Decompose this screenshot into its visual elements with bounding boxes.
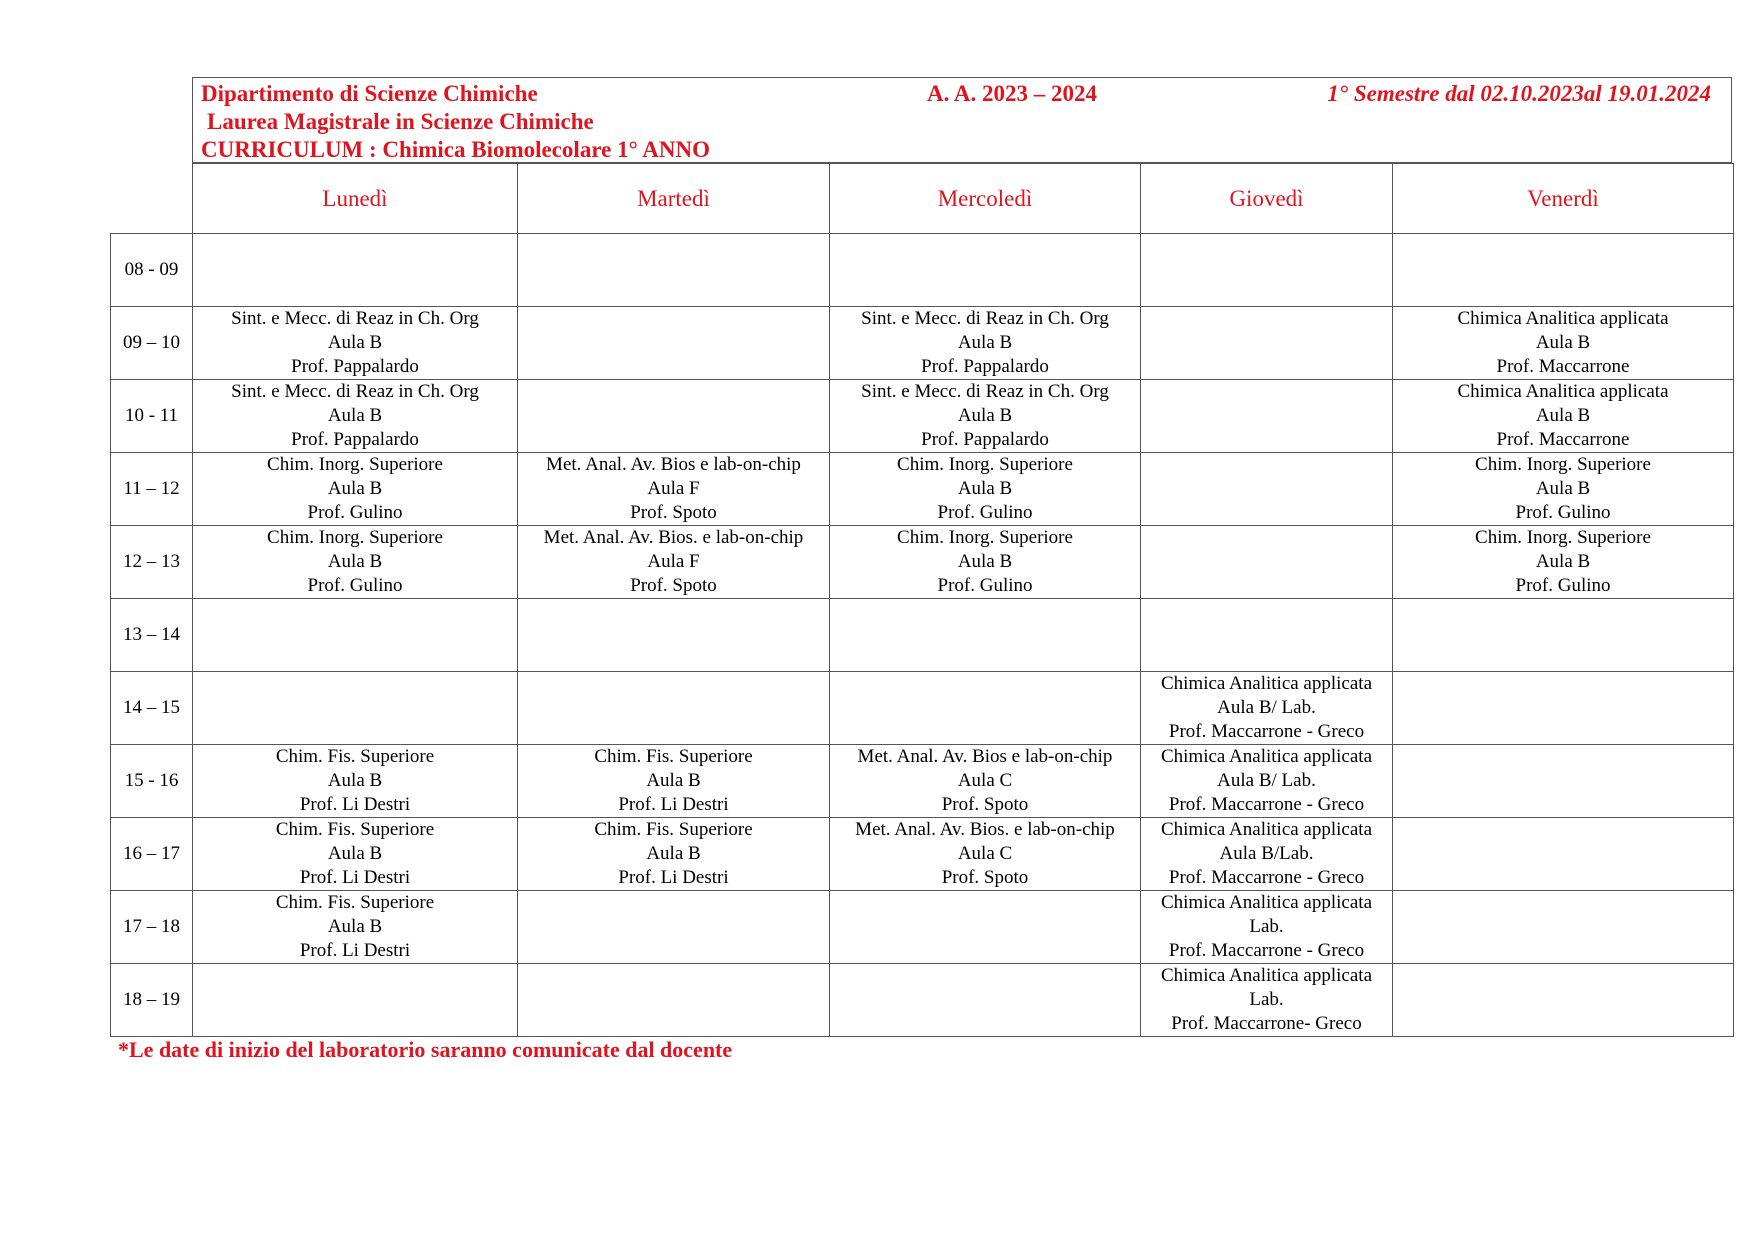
professor: Prof. Gulino (937, 575, 1033, 596)
course-name: Met. Anal. Av. Bios. e lab-on-chip (855, 819, 1115, 840)
schedule-cell-wednesday (830, 745, 1141, 818)
schedule-cell-friday (1393, 745, 1734, 818)
course-name: Chim. Fis. Superiore (594, 746, 753, 767)
room: Aula B (327, 916, 383, 937)
room: Aula C (957, 843, 1013, 864)
schedule-cell-monday (193, 234, 518, 307)
professor: Prof. Li Destri (618, 867, 729, 888)
room: Aula B (957, 551, 1013, 572)
schedule-cell-tuesday (518, 672, 830, 745)
time-slot-label: 15 - 16 (111, 745, 193, 818)
course-name: Chimica Analitica applicata (1457, 308, 1669, 329)
schedule-cell-friday (1393, 964, 1734, 1037)
schedule-cell-friday (1393, 891, 1734, 964)
schedule-cell-tuesday (518, 380, 830, 453)
schedule-cell-tuesday (518, 745, 830, 818)
room: Aula B (1535, 405, 1591, 426)
professor: Prof. Gulino (1515, 575, 1611, 596)
professor: Prof. Gulino (307, 502, 403, 523)
schedule-cell-tuesday (518, 234, 830, 307)
course-name: Chimica Analitica applicata (1160, 819, 1373, 840)
schedule-cell-monday (193, 745, 518, 818)
professor: Prof. Maccarrone - Greco (1168, 721, 1365, 742)
schedule-cell-monday (193, 307, 518, 380)
professor: Prof. Maccarrone (1496, 429, 1630, 450)
schedule-cell-thursday (1141, 818, 1393, 891)
room: Aula B (327, 332, 383, 353)
course-name: Chim. Inorg. Superiore (1475, 454, 1651, 475)
room: Aula B (327, 551, 383, 572)
table-row (111, 453, 1734, 526)
professor: Prof. Spoto (941, 794, 1029, 815)
schedule-cell-tuesday (518, 891, 830, 964)
schedule-cell-thursday (1141, 964, 1393, 1037)
course-name: Chim. Fis. Superiore (275, 819, 435, 840)
schedule-cell-wednesday (830, 964, 1141, 1037)
professor: Prof. Li Destri (299, 867, 411, 888)
schedule-cell-monday (193, 672, 518, 745)
day-monday: Lunedì (193, 164, 518, 234)
schedule-cell-tuesday (518, 526, 830, 599)
schedule-cell-tuesday (518, 964, 830, 1037)
course-name: Chimica Analitica applicata (1160, 673, 1373, 694)
schedule-cell-thursday (1141, 526, 1393, 599)
room: Aula B (957, 332, 1013, 353)
course-name: Chimica Analitica applicata (1457, 381, 1669, 402)
room: Aula B (957, 478, 1013, 499)
room: Aula B (1535, 332, 1591, 353)
department-title: Dipartimento di Scienze Chimiche (201, 81, 538, 106)
room: Aula B/ Lab. (1217, 697, 1316, 718)
room: Aula B (327, 770, 383, 791)
schedule-cell-tuesday (518, 818, 830, 891)
schedule-cell-monday (193, 818, 518, 891)
schedule-cell-tuesday (518, 453, 830, 526)
professor: Prof. Maccarrone - Greco (1168, 940, 1365, 961)
table-row (111, 599, 1734, 672)
professor: Prof. Pappalardo (921, 356, 1049, 377)
schedule-cell-wednesday (830, 526, 1141, 599)
course-name: Sint. e Mecc. di Reaz in Ch. Org (231, 381, 479, 402)
schedule-cell-thursday (1141, 234, 1393, 307)
day-wednesday: Mercoledì (830, 164, 1141, 234)
course-name: Chim. Inorg. Superiore (897, 527, 1073, 548)
professor: Prof. Gulino (1515, 502, 1611, 523)
schedule-cell-monday (193, 891, 518, 964)
course-name: Chim. Fis. Superiore (275, 746, 435, 767)
room: Aula B (646, 770, 701, 791)
professor: Prof. Li Destri (299, 794, 411, 815)
schedule-cell-friday (1393, 380, 1734, 453)
time-slot-label: 12 – 13 (111, 526, 193, 599)
lab-footnote: *Le date di inizio del laboratorio saranno comunicate dal docente (118, 1037, 733, 1062)
degree-title: Laurea Magistrale in Scienze Chimiche (207, 109, 594, 134)
room: Lab. (1249, 989, 1284, 1010)
time-slot-label: 08 - 09 (111, 234, 193, 307)
course-name: Chimica Analitica applicata (1160, 746, 1373, 767)
schedule-header (192, 77, 1732, 163)
schedule-cell-thursday (1141, 307, 1393, 380)
corner-cell (111, 164, 193, 234)
room: Aula B (1535, 551, 1591, 572)
professor: Prof. Maccarrone - Greco (1168, 867, 1365, 888)
table-row (111, 964, 1734, 1037)
course-name: Chim. Fis. Superiore (275, 892, 435, 913)
professor: Prof. Li Destri (299, 940, 411, 961)
course-name: Met. Anal. Av. Bios e lab-on-chip (546, 454, 801, 475)
time-slot-label: 17 – 18 (111, 891, 193, 964)
table-row (111, 672, 1734, 745)
schedule-cell-wednesday (830, 891, 1141, 964)
course-name: Sint. e Mecc. di Reaz in Ch. Org (861, 381, 1109, 402)
course-name: Chim. Inorg. Superiore (897, 454, 1073, 475)
schedule-cell-wednesday (830, 234, 1141, 307)
time-slot-label: 13 – 14 (111, 599, 193, 672)
professor: Prof. Pappalardo (921, 429, 1049, 450)
course-name: Chim. Inorg. Superiore (1475, 527, 1651, 548)
room: Aula F (647, 551, 700, 572)
day-tuesday: Martedì (518, 164, 830, 234)
schedule-cell-wednesday (830, 672, 1141, 745)
time-slot-label: 09 – 10 (111, 307, 193, 380)
course-name: Chimica Analitica applicata (1160, 892, 1373, 913)
schedule-cell-friday (1393, 818, 1734, 891)
curriculum-title: CURRICULUM : Chimica Biomolecolare 1° ANNO (201, 137, 710, 162)
table-row (111, 818, 1734, 891)
schedule-cell-friday (1393, 234, 1734, 307)
academic-year: A. A. 2023 – 2024 (927, 81, 1097, 106)
timetable (110, 163, 1734, 1037)
room: Aula B (327, 478, 383, 499)
semester-dates: 1° Semestre dal 02.10.2023al 19.01.2024 (1327, 81, 1711, 106)
schedule-cell-friday (1393, 453, 1734, 526)
schedule-cell-wednesday (830, 818, 1141, 891)
time-slot-label: 11 – 12 (111, 453, 193, 526)
professor: Prof. Gulino (307, 575, 403, 596)
time-slot-label: 10 - 11 (111, 380, 193, 453)
professor: Prof. Pappalardo (291, 356, 419, 377)
course-name: Chim. Inorg. Superiore (267, 527, 443, 548)
day-thursday: Giovedì (1141, 164, 1393, 234)
schedule-cell-thursday (1141, 453, 1393, 526)
table-row (111, 891, 1734, 964)
professor: Prof. Maccarrone (1496, 356, 1630, 377)
professor: Prof. Gulino (937, 502, 1033, 523)
course-name: Met. Anal. Av. Bios. e lab-on-chip (543, 527, 804, 548)
schedule-cell-wednesday (830, 307, 1141, 380)
schedule-cell-friday (1393, 526, 1734, 599)
professor: Prof. Spoto (941, 867, 1029, 888)
table-row (111, 745, 1734, 818)
day-header-row (111, 164, 1734, 234)
schedule-cell-tuesday (518, 599, 830, 672)
schedule-cell-wednesday (830, 599, 1141, 672)
table-row (111, 526, 1734, 599)
table-row (111, 380, 1734, 453)
professor: Prof. Pappalardo (291, 429, 419, 450)
room: Aula F (647, 478, 700, 499)
schedule-cell-monday (193, 964, 518, 1037)
schedule-cell-monday (193, 526, 518, 599)
course-name: Sint. e Mecc. di Reaz in Ch. Org (861, 308, 1109, 329)
schedule-cell-thursday (1141, 745, 1393, 818)
schedule-cell-wednesday (830, 380, 1141, 453)
room: Aula B (327, 843, 383, 864)
course-name: Chim. Inorg. Superiore (267, 454, 443, 475)
schedule-cell-monday (193, 599, 518, 672)
room: Lab. (1249, 916, 1284, 937)
schedule-cell-tuesday (518, 307, 830, 380)
time-slot-label: 14 – 15 (111, 672, 193, 745)
schedule-cell-wednesday (830, 453, 1141, 526)
day-friday: Venerdì (1393, 164, 1734, 234)
professor: Prof. Li Destri (618, 794, 729, 815)
timetable-body (111, 234, 1734, 1037)
room: Aula B (957, 405, 1013, 426)
professor: Prof. Maccarrone - Greco (1168, 794, 1365, 815)
time-slot-label: 18 – 19 (111, 964, 193, 1037)
table-row (111, 307, 1734, 380)
schedule-cell-monday (193, 380, 518, 453)
schedule-cell-friday (1393, 672, 1734, 745)
course-name: Chimica Analitica applicata (1160, 965, 1373, 986)
room: Aula B/ Lab. (1217, 770, 1316, 791)
room: Aula B (1535, 478, 1591, 499)
schedule-cell-thursday (1141, 380, 1393, 453)
table-row (111, 234, 1734, 307)
schedule-cell-thursday (1141, 891, 1393, 964)
room: Aula B (646, 843, 701, 864)
professor: Prof. Maccarrone- Greco (1171, 1013, 1362, 1034)
time-slot-label: 16 – 17 (111, 818, 193, 891)
room: Aula B/Lab. (1219, 843, 1314, 864)
professor: Prof. Spoto (630, 502, 717, 523)
room: Aula B (327, 405, 383, 426)
course-name: Chim. Fis. Superiore (594, 819, 753, 840)
schedule-cell-monday (193, 453, 518, 526)
course-name: Met. Anal. Av. Bios e lab-on-chip (857, 746, 1113, 767)
schedule-cell-thursday (1141, 599, 1393, 672)
schedule-cell-friday (1393, 307, 1734, 380)
room: Aula C (957, 770, 1013, 791)
schedule-cell-thursday (1141, 672, 1393, 745)
professor: Prof. Spoto (630, 575, 717, 596)
schedule-cell-friday (1393, 599, 1734, 672)
course-name: Sint. e Mecc. di Reaz in Ch. Org (231, 308, 479, 329)
